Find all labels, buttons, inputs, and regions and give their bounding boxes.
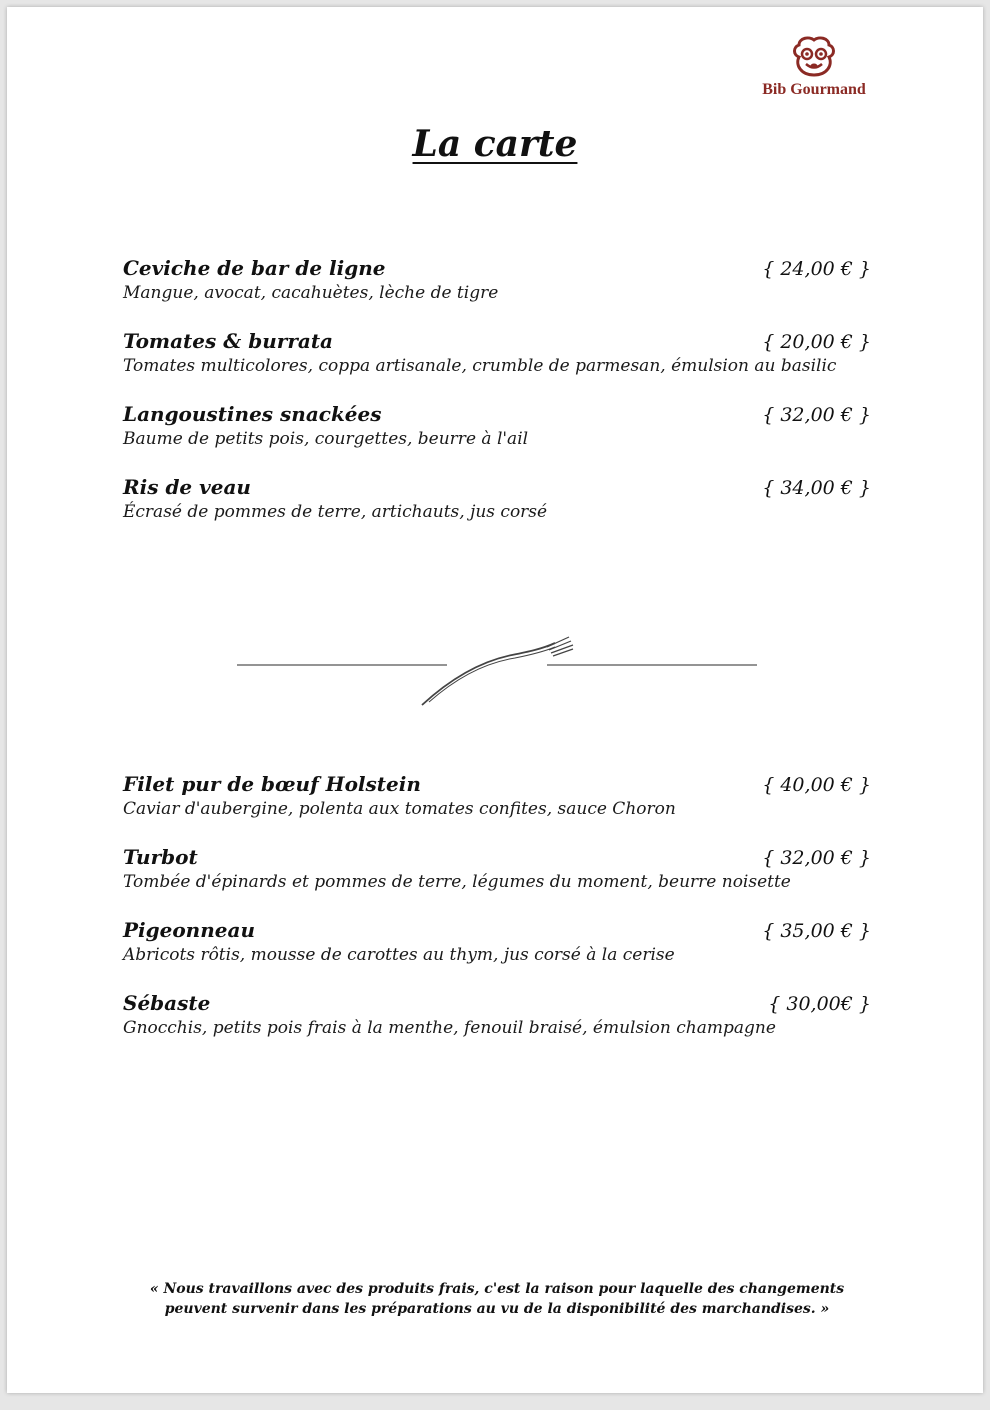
dish-description: Gnocchis, petits pois frais à la menthe, fenouil braisé, émulsion champagne (123, 1018, 776, 1038)
dish-row (123, 474, 871, 501)
dish-description: Écrasé de pommes de terre, artichauts, jus corsé (123, 502, 548, 522)
dish-price: { 30,00€ } (768, 993, 871, 1015)
dish-name: Ceviche de bar de ligne (123, 256, 386, 280)
fork-divider (237, 627, 767, 717)
dish-price: { 35,00 € } (762, 920, 871, 942)
dish-name: Tomates & burrata (123, 329, 334, 353)
dish-name: Filet pur de bœuf Holstein (123, 772, 421, 796)
fork-icon (422, 637, 573, 705)
dish-price: { 20,00 € } (762, 331, 871, 353)
dish-description: Baume de petits pois, courgettes, beurre à l'ail (123, 429, 529, 449)
dish-row (123, 917, 871, 944)
dish-item (123, 771, 871, 820)
dish-row (123, 844, 871, 871)
bib-gourmand-logo (739, 35, 889, 105)
footer-line-1: « Nous travaillons avec des produits frais, c'est la raison pour laquelle des changements (149, 1281, 845, 1297)
menu-section-starters (123, 255, 871, 547)
dish-row (123, 401, 871, 428)
footer-line-2: peuvent survenir dans les préparations au vu de la disponibilité des marchandises. » (164, 1301, 830, 1317)
dish-description: Tombée d'épinards et pommes de terre, légumes du moment, beurre noisette (123, 872, 791, 892)
dish-price: { 32,00 € } (762, 404, 871, 426)
menu-page (7, 7, 983, 1393)
dish-name: Ris de veau (123, 475, 251, 499)
dish-item (123, 401, 871, 450)
dish-item (123, 328, 871, 377)
menu-section-mains (123, 771, 871, 1063)
dish-price: { 40,00 € } (762, 774, 871, 796)
dish-description: Caviar d'aubergine, polenta aux tomates confites, sauce Choron (123, 799, 676, 819)
dish-description: Tomates multicolores, coppa artisanale, crumble de parmesan, émulsion au basilic (123, 356, 837, 376)
dish-name: Langoustines snackées (123, 402, 382, 426)
dish-item (123, 990, 871, 1039)
dish-name: Turbot (123, 845, 198, 869)
dish-description: Mangue, avocat, cacahuètes, lèche de tigre (123, 283, 499, 303)
dish-name: Pigeonneau (123, 918, 255, 942)
dish-name: Sébaste (123, 991, 211, 1015)
dish-row (123, 328, 871, 355)
dish-row (123, 990, 871, 1017)
dish-row (123, 255, 871, 282)
logo-text: Bib Gourmand (762, 81, 866, 98)
dish-price: { 24,00 € } (762, 258, 871, 280)
dish-item (123, 474, 871, 523)
dish-item (123, 917, 871, 966)
page-title: La carte (412, 123, 578, 165)
dish-description: Abricots rôtis, mousse de carottes au thym, jus corsé à la cerise (123, 945, 675, 965)
footer-note (137, 1279, 857, 1319)
dish-price: { 32,00 € } (762, 847, 871, 869)
dish-item (123, 255, 871, 304)
bib-gourmand-icon (785, 35, 843, 79)
dish-item (123, 844, 871, 893)
dish-price: { 34,00 € } (762, 477, 871, 499)
dish-row (123, 771, 871, 798)
